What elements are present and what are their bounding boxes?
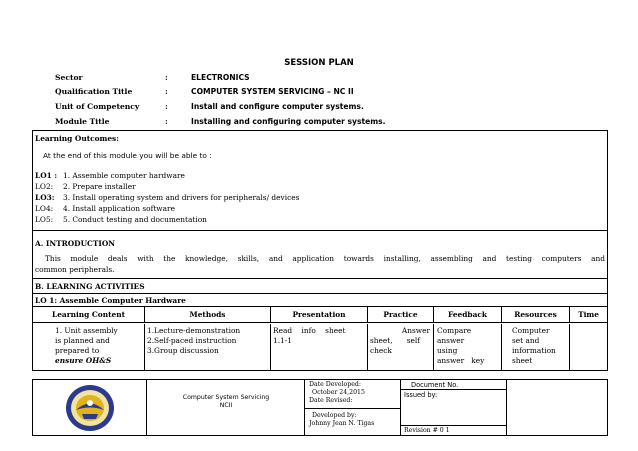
lo-text: 1. Assemble computer hardware [63, 171, 185, 180]
col-learning-content: Learning Content [33, 307, 145, 323]
org-cell [147, 380, 305, 435]
seal-cell [33, 380, 147, 435]
qualification-value: COMPUTER SYSTEM SERVICING – NC II [191, 87, 354, 96]
introduction-section [33, 231, 607, 279]
presentation-line: 1.1-1 [273, 336, 292, 345]
lo-text: 2. Prepare installer [63, 182, 136, 191]
col-methods: Methods [145, 307, 271, 323]
col-feedback: Feedback [434, 307, 502, 323]
sector-value: ELECTRONICS [191, 73, 250, 82]
cell-methods [145, 324, 271, 371]
feedback-line: using [437, 346, 458, 355]
content-line: is planned and [55, 336, 110, 345]
cell-time [570, 324, 607, 371]
col-presentation: Presentation [271, 307, 368, 323]
developed-by-value: Johnny Jean N. Tigas [309, 420, 375, 427]
dates-divider [305, 408, 400, 409]
lo-text: 4. Install application software [63, 204, 175, 213]
col-practice: Practice [368, 307, 434, 323]
feedback-line: answer [437, 336, 465, 345]
introduction-text-line1: This module deals with the knowledge, skills, and application towards installing, assembling and testing computers and [45, 254, 605, 263]
practice-line: check [370, 346, 392, 355]
date-developed-value: October 24,2015 [312, 389, 365, 396]
feedback-line: answer key [437, 356, 485, 365]
method-item: 3.Group discussion [147, 346, 219, 355]
practice-line: Answer [401, 326, 430, 335]
lo-text: 5. Conduct testing and documentation [63, 215, 207, 224]
presentation-line: Read info sheet [273, 326, 346, 335]
document-no-label: Document No. [411, 381, 459, 389]
document-footer [32, 379, 608, 436]
module-title-colon: : [165, 117, 168, 126]
col-resources: Resources [502, 307, 570, 323]
resources-line: information [512, 346, 556, 355]
lo-item [35, 171, 185, 180]
competency-value: Install and configure computer systems. [191, 102, 364, 111]
dates-cell [305, 380, 401, 435]
sector-colon: : [165, 73, 168, 82]
lo-item [35, 193, 299, 202]
lo-code: LO4: [35, 204, 54, 213]
method-item: 1.Lecture-demonstration [147, 326, 241, 335]
introduction-heading: A. INTRODUCTION [35, 239, 116, 248]
introduction-text-line2: common peripherals. [35, 265, 115, 274]
lo-code: LO2: [35, 182, 54, 191]
session-plan-table [32, 130, 608, 371]
resources-line: Computer [512, 326, 550, 335]
document-divider-top [401, 389, 507, 390]
cell-feedback [434, 324, 502, 371]
practice-line: sheet, self [370, 336, 420, 345]
competency-label: Unit of Competency [55, 102, 140, 111]
learning-outcomes-intro: At the end of this module you will be able to : [43, 151, 212, 160]
module-title-label: Module Title [55, 117, 110, 126]
qualification-label: Qualification Title [55, 87, 133, 96]
lo-item [35, 182, 136, 191]
activities-header-row [33, 307, 607, 323]
learning-activities-section [33, 279, 607, 294]
date-developed-label: Date Developed: [309, 381, 361, 388]
lo-code: LO3: [35, 193, 55, 202]
document-cell [401, 380, 507, 435]
school-seal-logo [60, 383, 120, 433]
content-line: ensure OH&S [55, 356, 112, 365]
learning-outcomes-title: Learning Outcomes: [35, 134, 119, 143]
lo-heading-section [33, 294, 607, 307]
sector-label: Sector [55, 73, 83, 82]
col-time: Time [578, 310, 599, 319]
cell-learning-content [33, 324, 145, 371]
cell-practice [368, 324, 434, 371]
content-line: prepared to [55, 346, 100, 355]
learning-outcomes-section [33, 131, 607, 231]
qualification-colon: : [165, 87, 168, 96]
resources-line: sheet [512, 356, 533, 365]
lo-code: LO5: [35, 215, 54, 224]
lo-item [35, 215, 207, 224]
lo1-heading: LO 1: Assemble Computer Hardware [35, 296, 186, 305]
page-title: SESSION PLAN [284, 58, 354, 68]
content-line: 1. Unit assembly [55, 326, 118, 335]
method-item: 2.Self-paced instruction [147, 336, 237, 345]
learning-activities-heading: B. LEARNING ACTIVITIES [35, 282, 145, 291]
module-title-value: Installing and configuring computer systems. [191, 117, 386, 126]
document-divider-bottom [401, 425, 507, 426]
resources-line: set and [512, 336, 540, 345]
competency-colon: : [165, 102, 168, 111]
org-level: NCII [219, 402, 233, 409]
issued-by-label: Issued by: [404, 391, 438, 399]
cell-presentation [271, 324, 368, 371]
revision-label: Revision # 0 1 [404, 427, 450, 434]
developed-by-label: Developed by: [312, 412, 357, 419]
org-name: Computer System Servicing [182, 394, 270, 401]
date-revised-label: Date Revised: [309, 397, 353, 404]
lo-code: LO1 : [35, 171, 58, 180]
cell-resources [502, 324, 570, 371]
lo-item [35, 204, 175, 213]
feedback-line: Compare [437, 326, 472, 335]
activities-table [33, 307, 607, 370]
lo-text: 3. Install operating system and drivers for peripherals/ devices [63, 193, 300, 202]
